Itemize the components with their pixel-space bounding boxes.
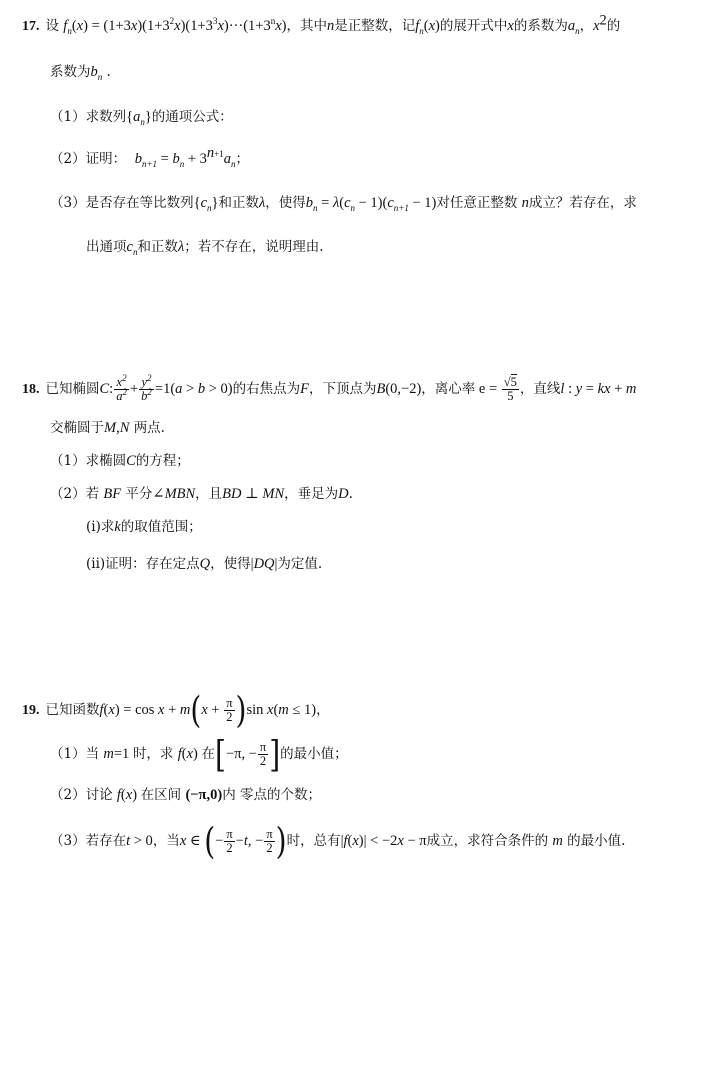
text: 已知函数 bbox=[45, 702, 100, 718]
text: 内 零点的个数； bbox=[222, 787, 322, 803]
problem-17-part-3: （3）是否存在等比数列$\{c_n\}$和正数λ，使得$b_n = \lambda(c_n - 1)(c_{n+1} - 1)$对任意正整数 n成立？若存在，求 bbox=[50, 195, 637, 213]
text: 平分 bbox=[125, 486, 153, 502]
text: 时，总有 bbox=[286, 833, 341, 849]
text: 是正整数，记 bbox=[334, 18, 416, 34]
text: 若存在 bbox=[85, 833, 127, 849]
text: 和正数 bbox=[137, 239, 178, 255]
problem-19-part-1: （1）当 m=1 时，求 f(x) 在[−π, − $\frac{\pi}{2}$ ]的最小值； bbox=[50, 732, 348, 776]
text: ，使得 bbox=[210, 556, 251, 572]
problem-17-part-3-line2: 出通项$c_n$和正数λ；若不存在，说明理由. bbox=[86, 239, 324, 257]
problem-18-part-2ii: (ii)证明：存在定点Q，使得|DQ|为定值. bbox=[86, 556, 323, 572]
part-label: （2） bbox=[50, 486, 86, 502]
text: 出通项 bbox=[86, 239, 127, 255]
text: ，其中 bbox=[286, 18, 327, 34]
text: ，当 bbox=[152, 833, 180, 849]
problem-17-intro: 17. 设 $f_n(x) = (1+3x)(1+3^2x)(1+3^3x)\cdot\cdot\cdot(1+3^nx)$，其中n是正整数，记$f_n(x)$的展开式中x的系数为$a_n$，$x^2$的 bbox=[22, 12, 621, 36]
text: 已知椭圆 bbox=[45, 381, 100, 397]
text: 的展开式中 bbox=[439, 18, 508, 34]
part-label: (ii) bbox=[86, 556, 106, 572]
part-label: （2） bbox=[50, 787, 86, 803]
text: ，离心率 bbox=[421, 381, 476, 397]
text: 的右焦点为 bbox=[232, 381, 301, 397]
text: 成立，求符合条件的 bbox=[426, 833, 549, 849]
text: 求椭圆 bbox=[85, 453, 127, 469]
text: 求 bbox=[100, 519, 115, 535]
text: ，直线 bbox=[519, 381, 561, 397]
text: 对任意正整数 bbox=[436, 195, 518, 211]
text: ，垂足为 bbox=[284, 486, 339, 502]
text: 的最小值； bbox=[280, 746, 348, 762]
text: 在 bbox=[201, 746, 216, 762]
problem-19-intro: 19. 已知函数f(x) = cos x + m(x + $\frac{\pi}{2}$ )sin x(m ≤ 1)， bbox=[22, 688, 330, 732]
part-label: （1） bbox=[50, 746, 86, 762]
text: 为定值. bbox=[277, 556, 323, 572]
part-label: （1） bbox=[50, 109, 86, 125]
problem-18-part-2i: (i)求k的取值范围； bbox=[86, 519, 202, 535]
problem-19-part-2: （2）讨论 f(x) 在区间 (−π,0)内 零点的个数； bbox=[50, 787, 322, 803]
part-label: （2） bbox=[50, 151, 86, 167]
text: 的通项公式： bbox=[151, 109, 233, 125]
problem-number: 18. bbox=[22, 382, 40, 397]
text: 时，求 bbox=[132, 746, 174, 762]
problem-17-part-1: （1）求数列$\{a_n\}$的通项公式： bbox=[50, 109, 233, 127]
text: ， bbox=[579, 18, 594, 34]
text: 交椭圆于 bbox=[50, 420, 104, 436]
text: 的取值范围； bbox=[120, 519, 202, 535]
text: . bbox=[348, 486, 353, 502]
text: ；若不存在，说明理由. bbox=[184, 239, 324, 255]
text: 系数为 bbox=[50, 64, 91, 80]
text: 的方程； bbox=[135, 453, 190, 469]
problem-number: 19. bbox=[22, 703, 40, 718]
part-label: (i) bbox=[86, 519, 101, 535]
problem-18-intro-line2: 交椭圆于M,N 两点. bbox=[50, 420, 165, 436]
problem-number: 17. bbox=[22, 19, 40, 34]
text: 是否存在等比数列 bbox=[85, 195, 194, 211]
text: 设 bbox=[45, 18, 59, 34]
text: 当 bbox=[85, 746, 100, 762]
text: 两点. bbox=[133, 420, 165, 436]
problem-17-intro-line2: 系数为$b_n$ . bbox=[50, 64, 111, 82]
text: 成立？若存在，求 bbox=[528, 195, 637, 211]
text: ； bbox=[235, 151, 249, 167]
text: 在区间 bbox=[140, 787, 182, 803]
text: 求数列 bbox=[85, 109, 127, 125]
text: 证明： bbox=[85, 151, 127, 167]
part-label: （3） bbox=[50, 833, 86, 849]
problem-18-part-1: （1）求椭圆C的方程； bbox=[50, 453, 190, 469]
text: 的 bbox=[606, 18, 621, 34]
text: ，下顶点为 bbox=[308, 381, 377, 397]
problem-18-intro: 18. 已知椭圆C: $\frac{x^2}{a^2}$ + $\frac{y^2}{b^2}$ =1(a > b > 0)的右焦点为F，下顶点为B(0,−2)，离心率 e = $\frac{√5}{5}$ ，直线l : y = kx + m bbox=[22, 372, 637, 403]
text: ，且 bbox=[195, 486, 223, 502]
text: . bbox=[102, 64, 111, 80]
problem-18-part-2: （2）若 BF 平分∠MBN，且BD ⊥ MN，垂足为D. bbox=[50, 486, 353, 502]
text: 的系数为 bbox=[513, 18, 568, 34]
text: ， bbox=[316, 702, 330, 718]
text: 的最小值. bbox=[567, 833, 626, 849]
text: 和正数 bbox=[218, 195, 259, 211]
problem-17-part-2: （2）证明： $b_{n+1} = b_n + 3^{n+1}a_n$； bbox=[50, 145, 249, 169]
text: 讨论 bbox=[85, 787, 113, 803]
part-label: （3） bbox=[50, 195, 86, 211]
text: 若 bbox=[85, 486, 100, 502]
part-label: （1） bbox=[50, 453, 86, 469]
text: ，使得 bbox=[265, 195, 306, 211]
problem-19-part-3: （3）若存在t > 0，当x ∈ (− $\frac{\pi}{2}$ −t, − $\frac{\pi}{2}$ )时，总有|f(x)| < −2x − π成立，求符合条件的 m 的最小值. bbox=[50, 819, 626, 863]
text: 证明：存在定点 bbox=[105, 556, 200, 572]
